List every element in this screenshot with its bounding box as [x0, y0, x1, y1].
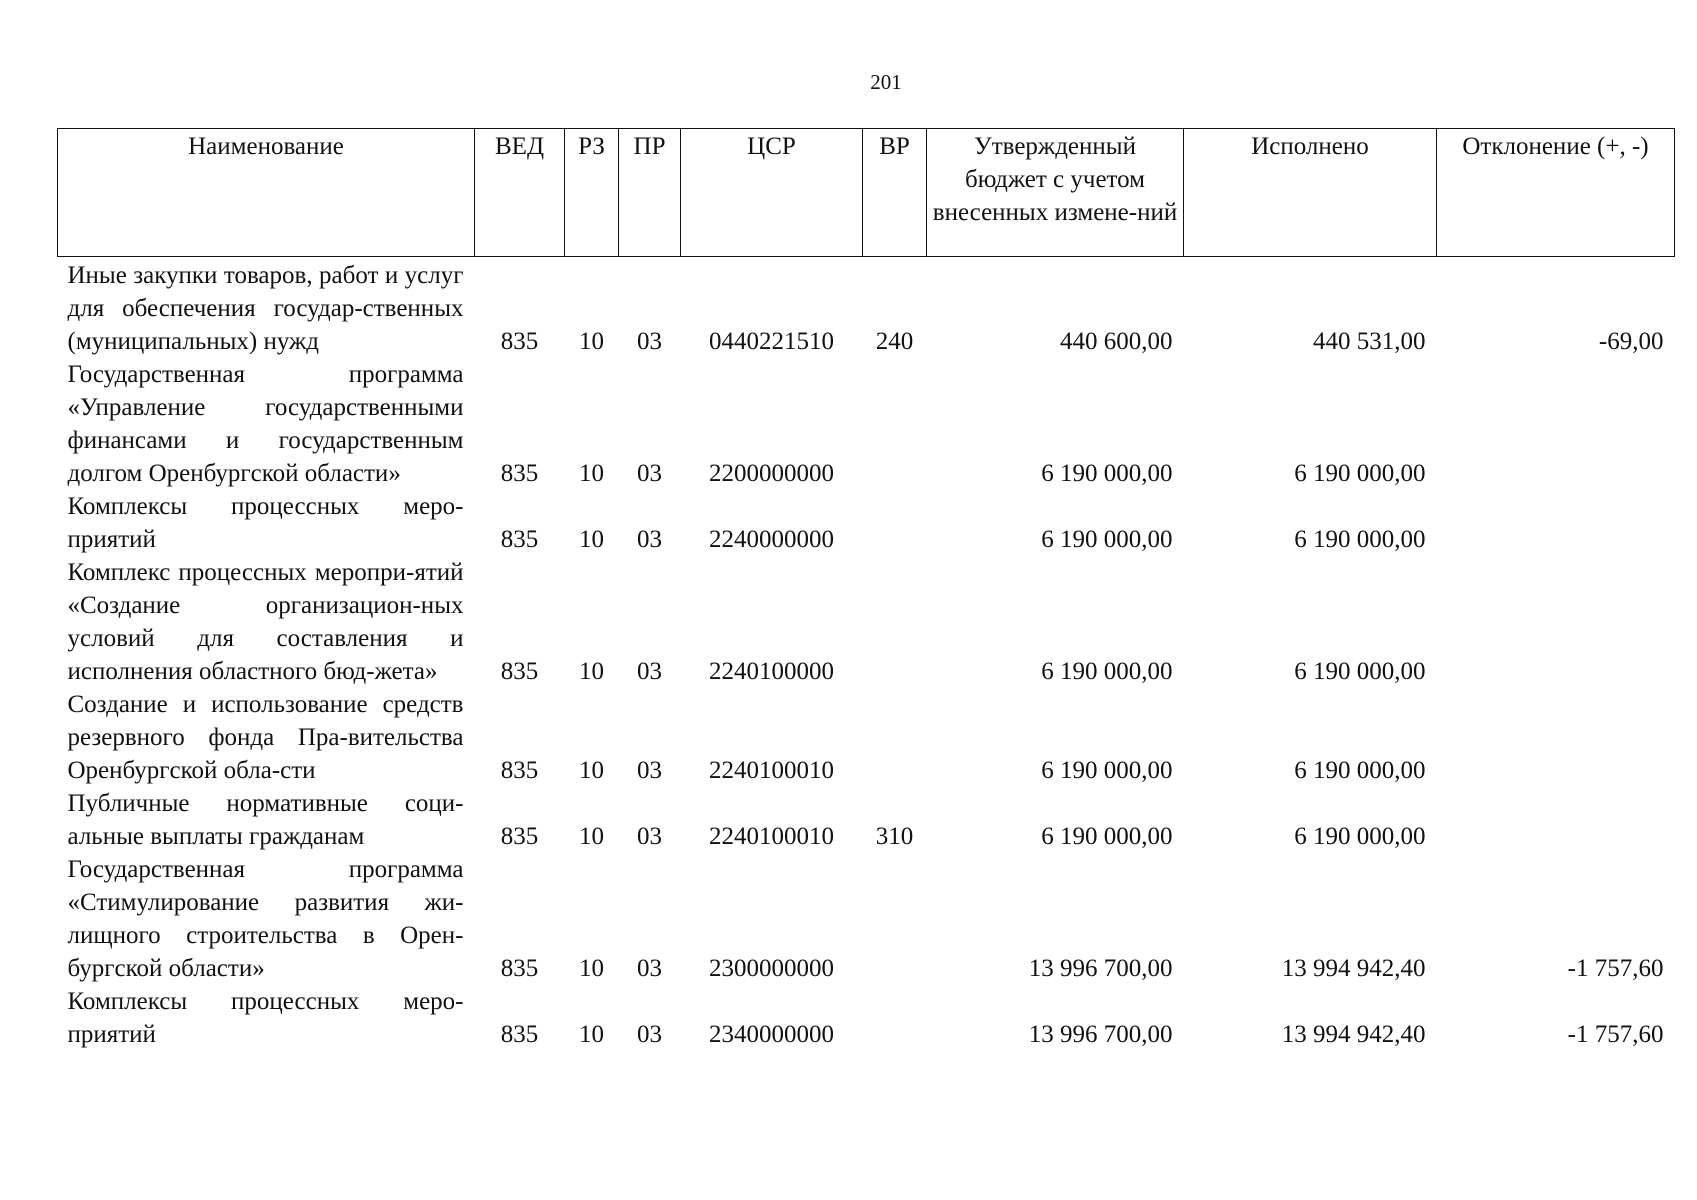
- table-row: [58, 688, 1675, 787]
- row-pr: 03: [637, 328, 662, 355]
- row-csr: 2340000000: [709, 1021, 834, 1048]
- row-approved: 13 996 700,00: [1028, 1021, 1173, 1048]
- header-rz: РЗ: [565, 129, 619, 257]
- row-ved: 835: [500, 526, 539, 553]
- row-executed: 13 994 942,40: [1281, 955, 1426, 982]
- budget-execution-table: [57, 128, 1675, 1051]
- row-name: Комплекс процессных меропри-ятий «Создание организацион-ных условий для составления и исполнения областного бюд-жета»: [67, 559, 464, 685]
- row-vr: [863, 358, 927, 490]
- row-deviation: -1 757,60: [1567, 1021, 1664, 1048]
- header-deviation: Отклонение (+, -): [1437, 129, 1675, 257]
- row-pr: 03: [637, 1021, 662, 1048]
- table-row: [58, 257, 1675, 359]
- row-csr: 2240100000: [709, 658, 834, 685]
- row-name: Государственная программа «Стимулирование развития жи-лищного строительства в Орен-бургской области»: [67, 856, 464, 982]
- row-vr: [863, 853, 927, 985]
- header-ved: ВЕД: [475, 129, 565, 257]
- row-executed: 13 994 942,40: [1281, 1021, 1426, 1048]
- row-ved: 835: [500, 757, 539, 784]
- table-row: [58, 853, 1675, 985]
- row-name: Публичные нормативные соци-альные выплаты гражданам: [67, 790, 464, 850]
- row-vr: [863, 985, 927, 1051]
- row-pr: 03: [637, 823, 662, 850]
- row-vr: [863, 556, 927, 688]
- table-row: [58, 556, 1675, 688]
- row-ved: 835: [500, 955, 539, 982]
- row-deviation: [1437, 490, 1675, 556]
- row-ved: 835: [500, 1021, 539, 1048]
- table-row: [58, 985, 1675, 1051]
- table-row: [58, 490, 1675, 556]
- row-approved: 6 190 000,00: [1041, 658, 1173, 685]
- row-rz: 10: [579, 460, 604, 487]
- row-rz: 10: [579, 823, 604, 850]
- row-executed: 6 190 000,00: [1294, 658, 1426, 685]
- row-approved: 440 600,00: [1060, 328, 1173, 355]
- row-approved: 6 190 000,00: [1041, 823, 1173, 850]
- row-name: Комплексы процессных меро-приятий: [67, 988, 464, 1048]
- row-name: Создание и использование средств резервного фонда Пра-вительства Оренбургской обла-сти: [67, 691, 464, 784]
- row-approved: 6 190 000,00: [1041, 757, 1173, 784]
- row-rz: 10: [579, 955, 604, 982]
- row-deviation: [1437, 787, 1675, 853]
- row-executed: 440 531,00: [1313, 328, 1426, 355]
- header-vr: ВР: [863, 129, 927, 257]
- row-ved: 835: [500, 658, 539, 685]
- header-pr: ПР: [619, 129, 681, 257]
- row-deviation: [1437, 556, 1675, 688]
- row-csr: 2300000000: [709, 955, 834, 982]
- header-name: Наименование: [58, 129, 475, 257]
- row-executed: 6 190 000,00: [1294, 460, 1426, 487]
- row-deviation: -69,00: [1598, 328, 1664, 355]
- row-deviation: -1 757,60: [1567, 955, 1664, 982]
- row-pr: 03: [637, 460, 662, 487]
- row-name: Государственная программа «Управление государственными финансами и государственным долгом Оренбургской области»: [67, 361, 464, 487]
- page-number: 201: [870, 70, 902, 94]
- row-ved: 835: [500, 460, 539, 487]
- row-csr: 2240100010: [709, 757, 834, 784]
- row-executed: 6 190 000,00: [1294, 757, 1426, 784]
- row-vr: 240: [875, 328, 914, 355]
- row-rz: 10: [579, 1021, 604, 1048]
- header-executed: Исполнено: [1184, 129, 1437, 257]
- row-name: Иные закупки товаров, работ и услуг для обеспечения государ-ственных (муниципальных) нужд: [67, 262, 464, 355]
- row-approved: 6 190 000,00: [1041, 526, 1173, 553]
- table-row: [58, 787, 1675, 853]
- row-pr: 03: [637, 658, 662, 685]
- row-deviation: [1437, 358, 1675, 490]
- row-csr: 0440221510: [709, 328, 834, 355]
- row-executed: 6 190 000,00: [1294, 823, 1426, 850]
- row-executed: 6 190 000,00: [1294, 526, 1426, 553]
- row-rz: 10: [579, 526, 604, 553]
- row-csr: 2240100010: [709, 823, 834, 850]
- row-approved: 13 996 700,00: [1028, 955, 1173, 982]
- row-ved: 835: [500, 823, 539, 850]
- row-rz: 10: [579, 757, 604, 784]
- row-pr: 03: [637, 526, 662, 553]
- row-deviation: [1437, 688, 1675, 787]
- table-row: [58, 358, 1675, 490]
- row-csr: 2240000000: [709, 526, 834, 553]
- table-header-row: [58, 129, 1675, 257]
- row-vr: [863, 688, 927, 787]
- header-csr: ЦСР: [681, 129, 863, 257]
- row-vr: [863, 490, 927, 556]
- row-name: Комплексы процессных меро-приятий: [67, 493, 464, 553]
- row-rz: 10: [579, 658, 604, 685]
- row-vr: 310: [875, 823, 914, 850]
- row-pr: 03: [637, 955, 662, 982]
- row-ved: 835: [500, 328, 539, 355]
- row-rz: 10: [579, 328, 604, 355]
- row-approved: 6 190 000,00: [1041, 460, 1173, 487]
- row-csr: 2200000000: [709, 460, 834, 487]
- row-pr: 03: [637, 757, 662, 784]
- header-approved-budget: Утвержденный бюджет с учетом внесенных измене-ний: [927, 129, 1184, 257]
